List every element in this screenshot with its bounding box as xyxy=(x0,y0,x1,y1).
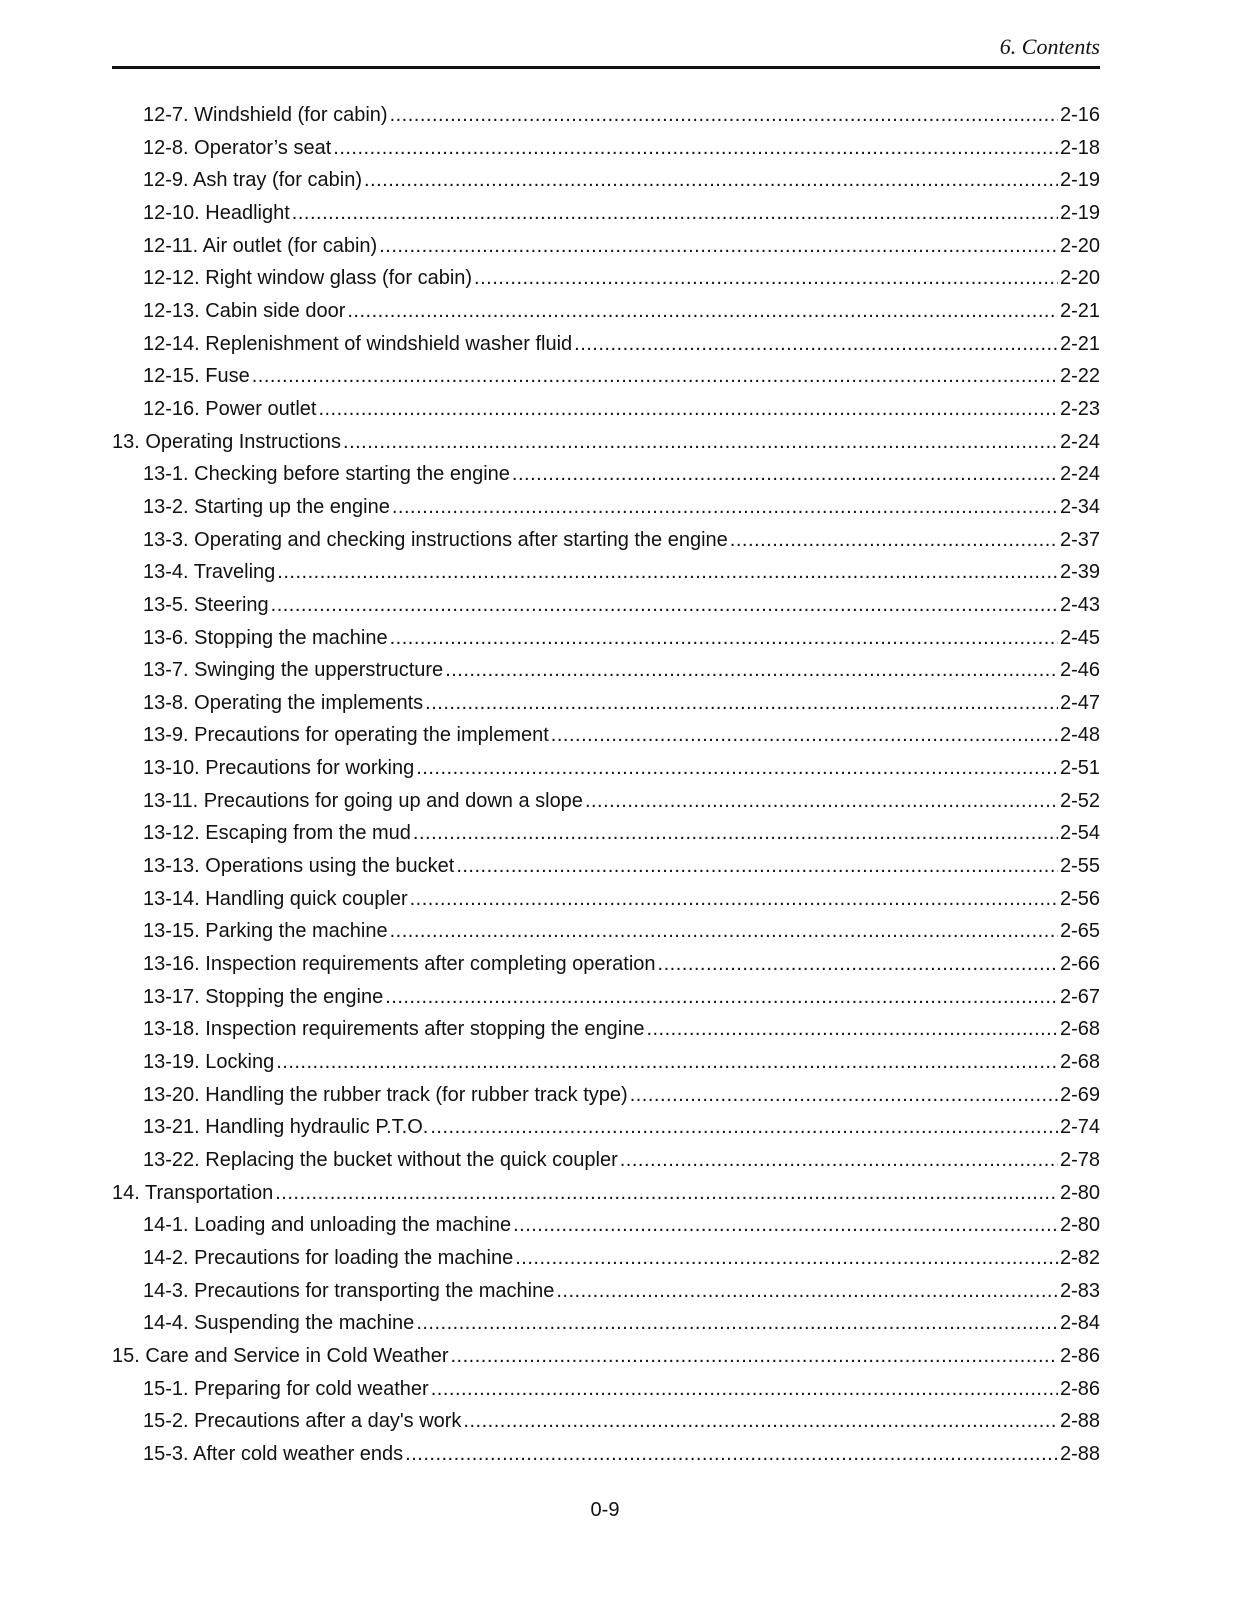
toc-entry[interactable] xyxy=(112,426,1100,459)
dot-leader xyxy=(556,1275,1058,1307)
toc-entry[interactable] xyxy=(112,1438,1100,1471)
toc-entry-page: 2-46 xyxy=(1059,659,1100,682)
toc-entry-label: 13-14. Handling quick coupler xyxy=(143,887,408,910)
toc-entry[interactable] xyxy=(112,1046,1100,1079)
toc-entry-page: 2-20 xyxy=(1059,267,1100,290)
toc-entry-page: 2-69 xyxy=(1059,1083,1100,1106)
toc-entry-label: 13-5. Steering xyxy=(143,593,269,616)
toc-entry-label: 13-11. Precautions for going up and down a slope xyxy=(143,789,583,812)
dot-leader xyxy=(430,1111,1058,1143)
toc-entry[interactable] xyxy=(112,132,1100,165)
toc-entry-label: 13. Operating Instructions xyxy=(112,430,342,453)
toc-entry[interactable] xyxy=(112,622,1100,655)
dot-leader xyxy=(450,1340,1057,1372)
toc-entry-page: 2-24 xyxy=(1059,463,1100,486)
section-title: 6. Contents xyxy=(999,34,1100,59)
toc-entry[interactable] xyxy=(112,1144,1100,1177)
toc-entry-page: 2-21 xyxy=(1059,299,1100,322)
page-header xyxy=(112,30,1100,69)
toc-entry[interactable] xyxy=(112,785,1100,818)
toc-entry-label: 13-18. Inspection requirements after stopping the engine xyxy=(143,1018,645,1041)
dot-leader xyxy=(405,1438,1058,1470)
toc-entry-page: 2-43 xyxy=(1059,593,1100,616)
toc-entry[interactable] xyxy=(112,524,1100,557)
dot-leader xyxy=(630,1079,1058,1111)
toc-entry-page: 2-23 xyxy=(1059,397,1100,420)
toc-entry-label: 13-2. Starting up the engine xyxy=(143,495,390,518)
toc-entry-page: 2-22 xyxy=(1059,365,1100,388)
dot-leader xyxy=(333,132,1058,164)
dot-leader xyxy=(474,262,1058,294)
toc-entry-label: 12-14. Replenishment of windshield washer fluid xyxy=(143,332,573,355)
toc-entry-label: 12-8. Operator’s seat xyxy=(143,136,332,159)
toc-entry-label: 14-4. Suspending the machine xyxy=(143,1312,415,1335)
toc-entry-label: 13-17. Stopping the engine xyxy=(143,985,384,1008)
toc-entry[interactable] xyxy=(112,1307,1100,1340)
dot-leader xyxy=(413,817,1058,849)
toc-entry-label: 12-10. Headlight xyxy=(143,201,290,224)
toc-entry-page: 2-84 xyxy=(1059,1312,1100,1335)
toc-entry-page: 2-65 xyxy=(1059,920,1100,943)
toc-entry-label: 12-15. Fuse xyxy=(143,365,250,388)
toc-entry-page: 2-47 xyxy=(1059,691,1100,714)
toc-entry-page: 2-68 xyxy=(1059,1018,1100,1041)
toc-entry[interactable] xyxy=(112,197,1100,230)
toc-entry-page: 2-16 xyxy=(1059,104,1100,126)
toc-entry[interactable] xyxy=(112,360,1100,393)
toc-entry-label: 13-19. Locking xyxy=(143,1051,275,1074)
toc-entry-page: 2-80 xyxy=(1059,1181,1100,1204)
toc-entry[interactable] xyxy=(112,719,1100,752)
toc-entry-label: 13-12. Escaping from the mud xyxy=(143,822,411,845)
toc-entry-label: 14-3. Precautions for transporting the machine xyxy=(143,1279,555,1302)
dot-leader xyxy=(463,1405,1058,1437)
toc-entry[interactable] xyxy=(112,1209,1100,1242)
dot-leader xyxy=(364,164,1058,196)
toc-entry-label: 13-1. Checking before starting the engine xyxy=(143,463,510,486)
toc-entry-label: 14-1. Loading and unloading the machine xyxy=(143,1214,512,1237)
toc-entry-label: 15-3. After cold weather ends xyxy=(143,1442,404,1465)
dot-leader xyxy=(410,883,1058,915)
toc-entry-label: 12-9. Ash tray (for cabin) xyxy=(143,169,362,192)
toc-entry[interactable] xyxy=(112,948,1100,981)
toc-entry-page: 2-39 xyxy=(1059,561,1100,584)
toc-entry[interactable] xyxy=(112,1111,1100,1144)
toc-entry-page: 2-55 xyxy=(1059,855,1100,878)
dot-leader xyxy=(416,1307,1058,1339)
toc-entry-page: 2-37 xyxy=(1059,528,1100,551)
toc-entry-label: 12-11. Air outlet (for cabin) xyxy=(143,234,378,257)
toc-entry-page: 2-56 xyxy=(1059,887,1100,910)
toc-entry-label: 12-16. Power outlet xyxy=(143,397,317,420)
dot-leader xyxy=(730,524,1058,556)
toc-entry-page: 2-52 xyxy=(1059,789,1100,812)
toc-entry-label: 14. Transportation xyxy=(112,1181,274,1204)
toc-entry-label: 14-2. Precautions for loading the machine xyxy=(143,1246,514,1269)
toc-entry-page: 2-88 xyxy=(1059,1442,1100,1465)
dot-leader xyxy=(646,1013,1058,1045)
toc-entry[interactable] xyxy=(112,556,1100,589)
dot-leader xyxy=(515,1242,1058,1274)
toc-entry-page: 2-83 xyxy=(1059,1279,1100,1302)
toc-entry-page: 2-66 xyxy=(1059,953,1100,976)
toc-entry[interactable] xyxy=(112,1373,1100,1406)
toc-entry-label: 13-3. Operating and checking instructions after starting the engine xyxy=(143,528,728,551)
dot-leader xyxy=(318,393,1058,425)
dot-leader xyxy=(620,1144,1058,1176)
page-number: 0-9 xyxy=(590,1499,620,1521)
toc-entry[interactable] xyxy=(112,1013,1100,1046)
dot-leader xyxy=(416,752,1058,784)
dot-leader xyxy=(513,1209,1058,1241)
toc-entry-label: 15-2. Precautions after a day's work xyxy=(143,1410,462,1433)
toc-entry-label: 13-13. Operations using the bucket xyxy=(143,855,455,878)
toc-entry-page: 2-54 xyxy=(1059,822,1100,845)
dot-leader xyxy=(271,589,1058,621)
toc-entry-label: 13-21. Handling hydraulic P.T.O. xyxy=(143,1116,429,1139)
toc-entry-page: 2-68 xyxy=(1059,1051,1100,1074)
toc-entry[interactable] xyxy=(112,262,1100,295)
toc-entry[interactable] xyxy=(112,99,1100,132)
toc-entry-label: 13-7. Swinging the upperstructure xyxy=(143,659,444,682)
toc-entry-page: 2-19 xyxy=(1059,169,1100,192)
toc-entry-page: 2-88 xyxy=(1059,1410,1100,1433)
dot-leader xyxy=(445,654,1058,686)
toc-entry-page: 2-21 xyxy=(1059,332,1100,355)
toc-entry-label: 13-6. Stopping the machine xyxy=(143,626,388,649)
toc-entry-page: 2-82 xyxy=(1059,1246,1100,1269)
dot-leader xyxy=(392,491,1058,523)
dot-leader xyxy=(275,1177,1058,1209)
dot-leader xyxy=(347,295,1058,327)
dot-leader xyxy=(276,1046,1058,1078)
toc-entry-page: 2-74 xyxy=(1059,1116,1100,1139)
toc-entry[interactable] xyxy=(112,915,1100,948)
toc-entry-page: 2-19 xyxy=(1059,201,1100,224)
toc-entry[interactable] xyxy=(112,654,1100,687)
toc-entry[interactable] xyxy=(112,1405,1100,1438)
toc-entry-label: 13-10. Precautions for working xyxy=(143,757,415,780)
toc-entry-page: 2-20 xyxy=(1059,234,1100,257)
dot-leader xyxy=(252,360,1058,392)
toc-entry[interactable] xyxy=(112,328,1100,361)
toc-entry-page: 2-80 xyxy=(1059,1214,1100,1237)
toc-entry-page: 2-45 xyxy=(1059,626,1100,649)
toc-entry-page: 2-18 xyxy=(1059,136,1100,159)
dot-leader xyxy=(390,622,1058,654)
toc-entry-label: 12-12. Right window glass (for cabin) xyxy=(143,267,473,290)
toc-entry[interactable] xyxy=(112,981,1100,1014)
toc-entry[interactable] xyxy=(112,230,1100,263)
dot-leader xyxy=(456,850,1058,882)
toc-entry-page: 2-51 xyxy=(1059,757,1100,780)
toc-entry[interactable] xyxy=(112,393,1100,426)
toc-entry-label: 13-20. Handling the rubber track (for rubber track type) xyxy=(143,1083,628,1106)
toc-entry-label: 13-4. Traveling xyxy=(143,561,276,584)
dot-leader xyxy=(379,230,1058,262)
toc-entry[interactable] xyxy=(112,850,1100,883)
table-of-contents xyxy=(112,99,1100,1471)
toc-entry-label: 13-9. Precautions for operating the implement xyxy=(143,724,549,747)
toc-entry-label: 13-8. Operating the implements xyxy=(143,691,424,714)
dot-leader xyxy=(277,556,1058,588)
dot-leader xyxy=(512,458,1058,490)
toc-entry-label: 13-16. Inspection requirements after completing operation xyxy=(143,953,656,976)
dot-leader xyxy=(425,687,1058,719)
toc-entry-page: 2-48 xyxy=(1059,724,1100,747)
toc-entry-page: 2-78 xyxy=(1059,1149,1100,1171)
toc-entry[interactable] xyxy=(112,589,1100,622)
toc-entry[interactable] xyxy=(112,817,1100,850)
dot-leader xyxy=(585,785,1058,817)
toc-entry-page: 2-24 xyxy=(1059,430,1100,453)
toc-entry-label: 13-15. Parking the machine xyxy=(143,920,388,943)
dot-leader xyxy=(658,948,1058,980)
toc-entry[interactable] xyxy=(112,491,1100,524)
toc-entry-page: 2-67 xyxy=(1059,985,1100,1008)
dot-leader xyxy=(431,1373,1058,1405)
toc-entry[interactable] xyxy=(112,295,1100,328)
dot-leader xyxy=(343,426,1058,458)
toc-entry[interactable] xyxy=(112,883,1100,916)
toc-entry[interactable] xyxy=(112,1242,1100,1275)
toc-entry-label: 15-1. Preparing for cold weather xyxy=(143,1377,429,1400)
toc-entry-page: 2-86 xyxy=(1059,1344,1100,1367)
toc-entry[interactable] xyxy=(112,752,1100,785)
toc-entry-page: 2-34 xyxy=(1059,495,1100,518)
toc-entry-page: 2-86 xyxy=(1059,1377,1100,1400)
toc-entry[interactable] xyxy=(112,164,1100,197)
dot-leader xyxy=(574,328,1058,360)
dot-leader xyxy=(385,981,1058,1013)
toc-entry[interactable] xyxy=(112,458,1100,491)
toc-entry[interactable] xyxy=(112,1177,1100,1210)
dot-leader xyxy=(551,719,1058,751)
dot-leader xyxy=(390,915,1058,947)
toc-entry-label: 12-7. Windshield (for cabin) xyxy=(143,104,388,126)
toc-entry[interactable] xyxy=(112,1275,1100,1308)
dot-leader xyxy=(390,99,1058,131)
toc-entry[interactable] xyxy=(112,1340,1100,1373)
toc-entry-label: 15. Care and Service in Cold Weather xyxy=(112,1344,449,1367)
toc-entry[interactable] xyxy=(112,1079,1100,1112)
toc-entry-label: 12-13. Cabin side door xyxy=(143,299,346,322)
toc-entry[interactable] xyxy=(112,687,1100,720)
toc-entry-label: 13-22. Replacing the bucket without the quick coupler xyxy=(143,1149,618,1171)
dot-leader xyxy=(292,197,1058,229)
